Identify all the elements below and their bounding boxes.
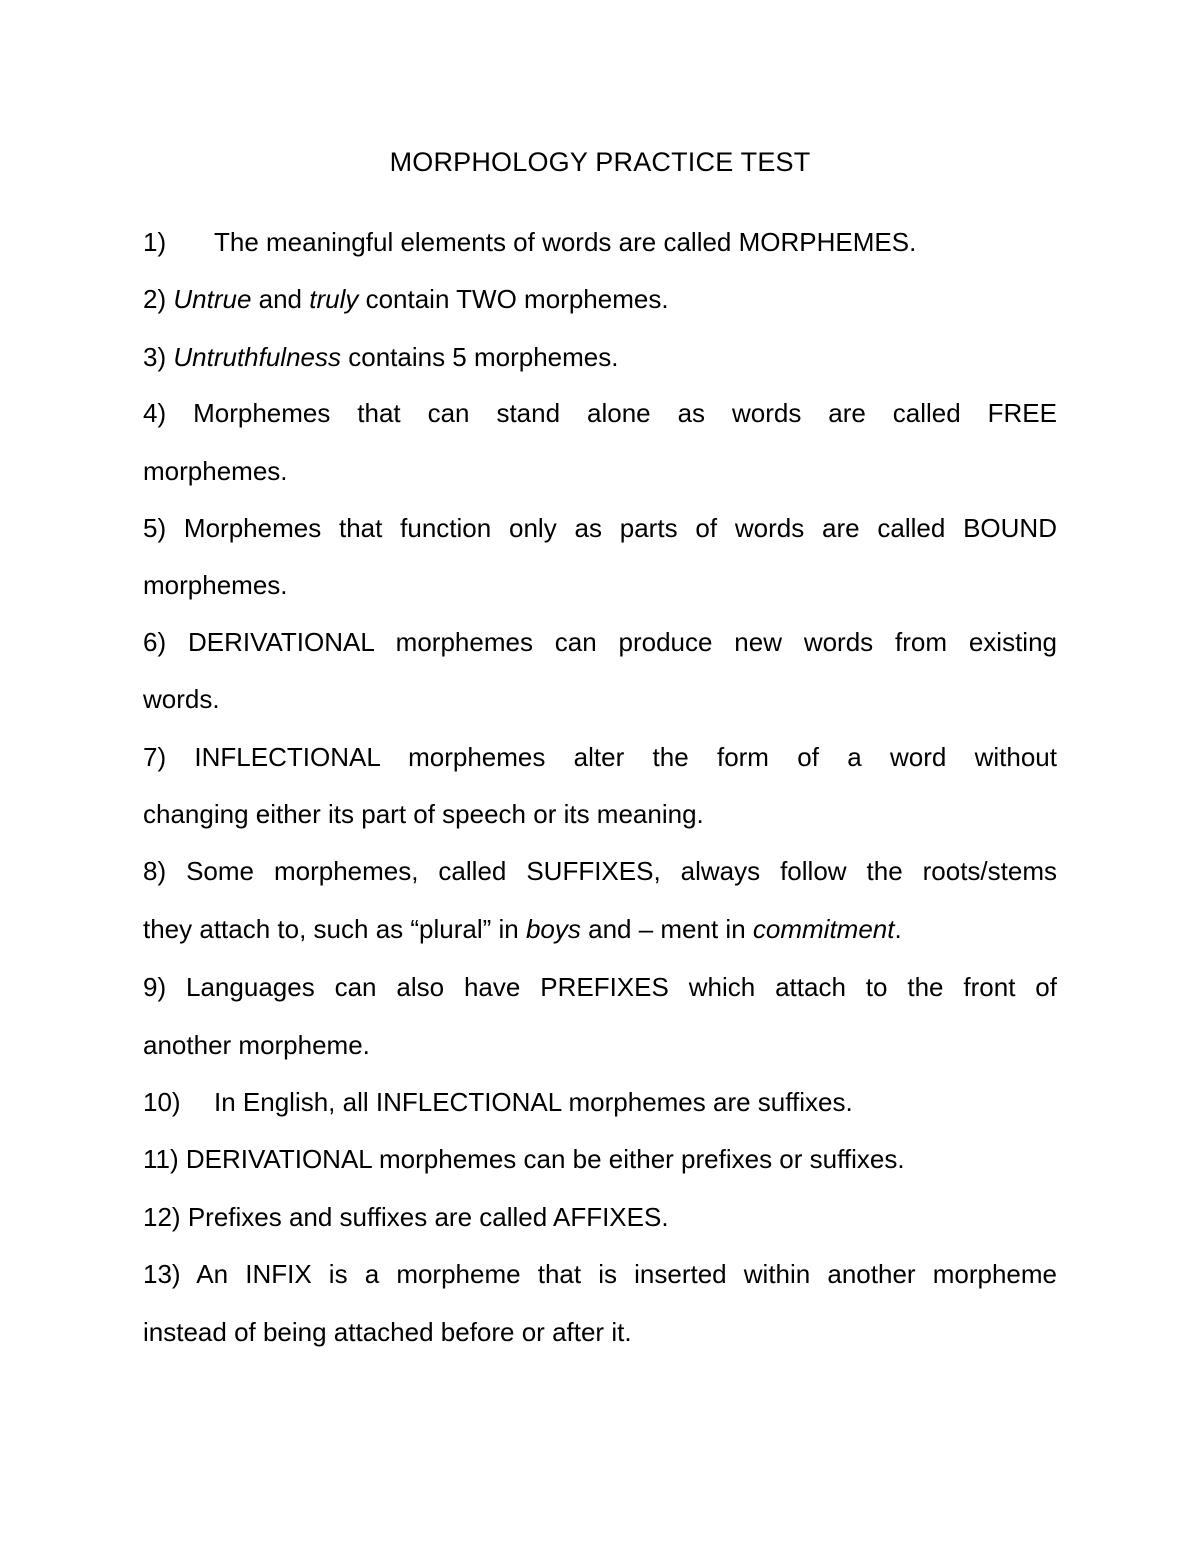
list-item-12 (143, 1197, 1057, 1237)
item-text: Morphemes that can stand alone as words are called FREE (193, 398, 1057, 428)
item-text: and (251, 284, 310, 314)
item-number: 6) (143, 627, 167, 657)
italic-term: Untrue (173, 284, 252, 314)
item-number: 5) (143, 513, 167, 543)
item-text: changing either its part of speech or its meaning. (143, 799, 704, 829)
list-item-10 (143, 1082, 1057, 1122)
list-item-13-continuation (143, 1312, 1057, 1352)
item-text: they attach to, such as “plural” in (143, 914, 526, 944)
item-text: In English, all INFLECTIONAL morphemes are suffixes. (214, 1087, 853, 1117)
item-text: Some morphemes, called SUFFIXES, always follow the roots/stems (186, 856, 1057, 886)
list-item-4 (143, 393, 1057, 433)
item-text: INFLECTIONAL morphemes alter the form of a word without (194, 742, 1057, 772)
item-text: Morphemes that function only as parts of words are called BOUND (183, 513, 1057, 543)
item-text: contains 5 morphemes. (341, 342, 619, 372)
list-item-6-continuation (143, 679, 1057, 719)
list-item-9 (143, 967, 1057, 1007)
list-item-13 (143, 1254, 1057, 1294)
list-item-7-continuation (143, 794, 1057, 834)
item-text: contain TWO morphemes. (358, 284, 669, 314)
italic-term: truly (309, 284, 359, 314)
italic-term: Untruthfulness (173, 342, 342, 372)
item-number: 3) (143, 342, 167, 372)
item-text: Languages can also have PREFIXES which attach to the front of (186, 972, 1057, 1002)
item-number: 8) (143, 856, 167, 886)
item-number: 9) (143, 972, 167, 1002)
item-number: 12) (143, 1202, 181, 1232)
item-number: 11) (143, 1144, 179, 1174)
list-item-5 (143, 508, 1057, 548)
list-item-8 (143, 851, 1057, 891)
item-text: An INFIX is a morpheme that is inserted within another morpheme (196, 1259, 1057, 1289)
item-text: instead of being attached before or after it. (143, 1317, 632, 1347)
list-item-6 (143, 622, 1057, 662)
item-number: 10) (143, 1087, 181, 1117)
item-text: DERIVATIONAL morphemes can produce new words from existing (187, 627, 1057, 657)
item-text: morphemes. (143, 570, 288, 600)
list-item-2 (143, 279, 1057, 319)
item-number: 1) (143, 227, 167, 257)
list-item-5-continuation (143, 565, 1057, 605)
item-text: . (894, 914, 902, 944)
item-number: 7) (143, 742, 167, 772)
item-number: 4) (143, 398, 167, 428)
item-text: and – ment in (580, 914, 753, 944)
italic-term: commitment (752, 914, 895, 944)
italic-term: boys (525, 914, 581, 944)
item-text: The meaningful elements of words are called MORPHEMES. (214, 227, 917, 257)
list-item-11 (143, 1139, 1057, 1179)
list-item-3 (143, 337, 1057, 377)
item-number: 13) (143, 1259, 181, 1289)
item-text: words. (143, 684, 220, 714)
item-text: DERIVATIONAL morphemes can be either prefixes or suffixes. (185, 1144, 905, 1174)
list-item-4-continuation (143, 451, 1057, 491)
item-number: 2) (143, 284, 167, 314)
item-text: another morpheme. (143, 1030, 370, 1060)
list-item-1 (143, 222, 1057, 262)
list-item-9-continuation (143, 1025, 1057, 1065)
item-text: Prefixes and suffixes are called AFFIXES. (187, 1202, 669, 1232)
page-title: MORPHOLOGY PRACTICE TEST (389, 147, 811, 177)
list-item-7 (143, 737, 1057, 777)
list-item-8-continuation (143, 909, 1057, 949)
item-text: morphemes. (143, 456, 288, 486)
